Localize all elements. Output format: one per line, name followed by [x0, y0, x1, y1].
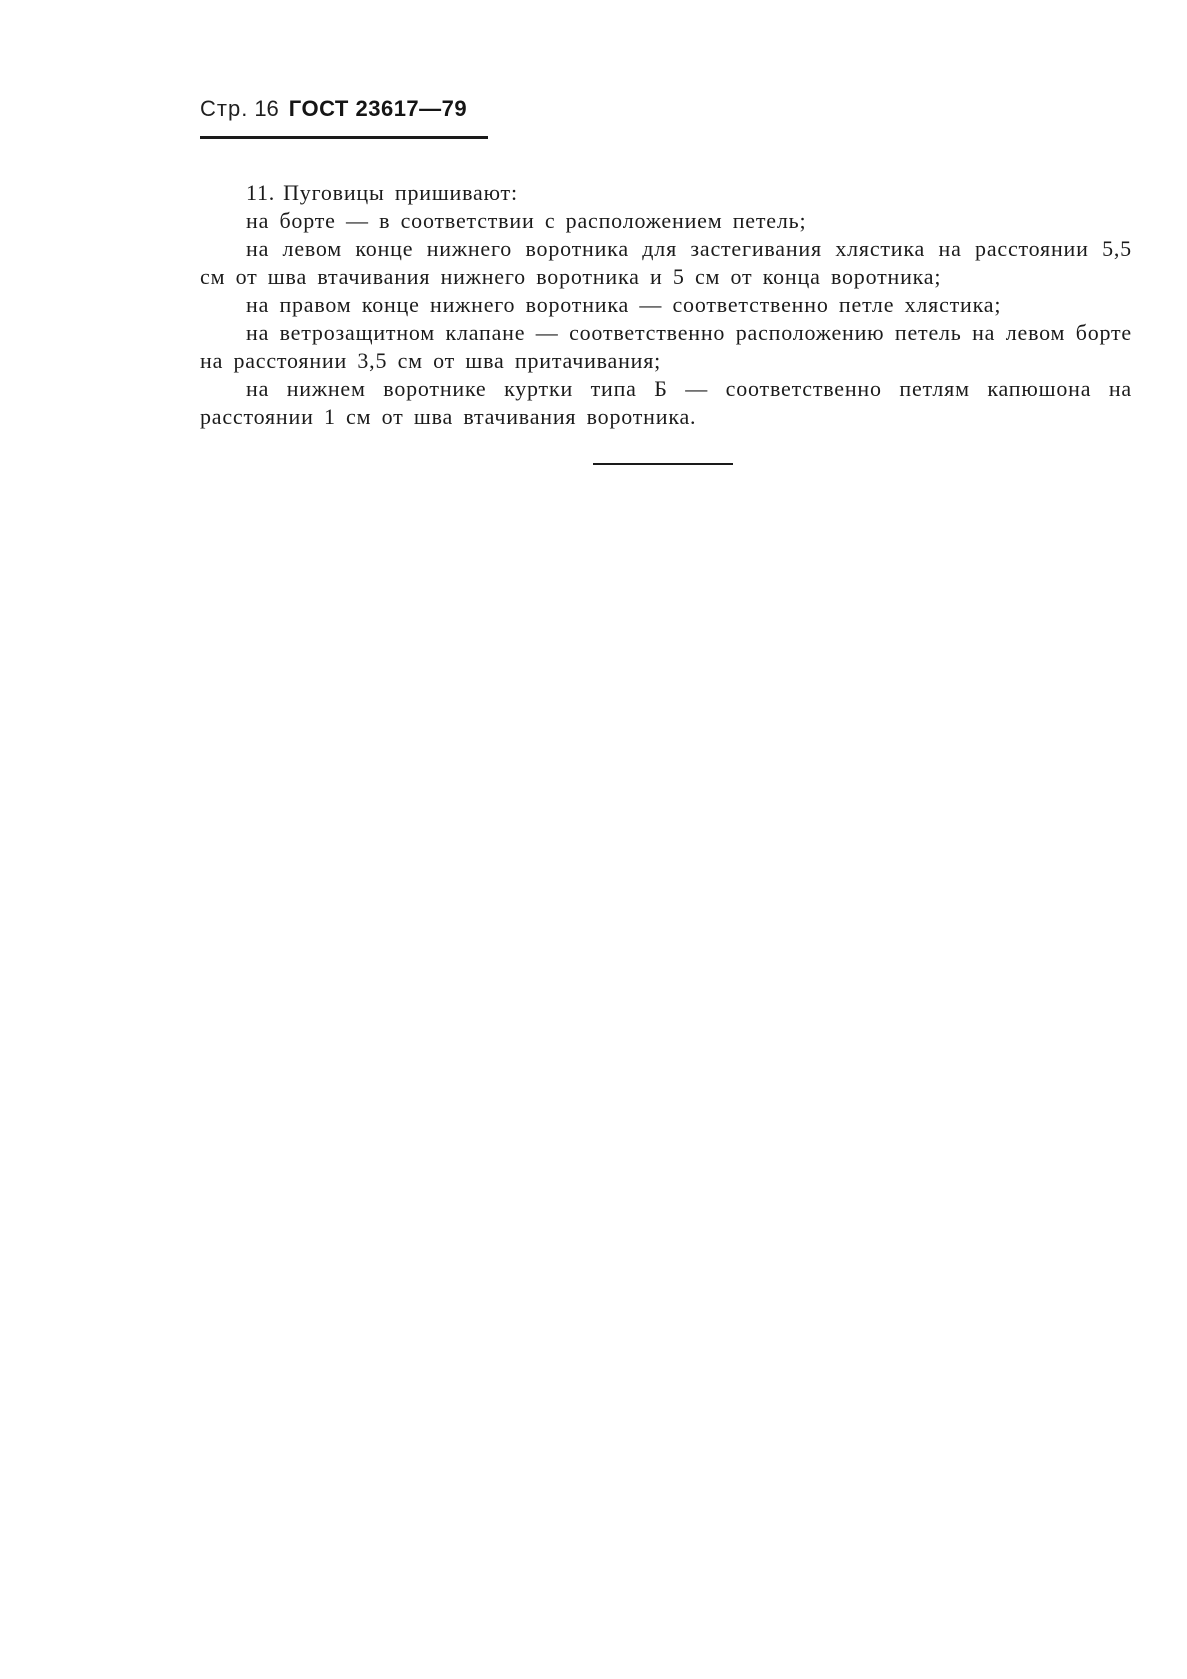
- paragraph: на левом конце нижнего воротника для застегивания хлястика на расстоянии 5,5 см от шва втачивания нижнего воротника и 5 см от конца воротника;: [200, 236, 1132, 289]
- page-header: [200, 98, 467, 120]
- end-of-text-rule: [593, 463, 733, 465]
- section-body: [200, 179, 1132, 431]
- header-underline: [200, 136, 488, 139]
- page-label: Стр.: [200, 96, 249, 121]
- paragraph: на нижнем воротнике куртки типа Б — соответственно петлям капюшона на расстоянии 1 см от шва втачивания воротника.: [200, 376, 1132, 429]
- section-heading: [200, 179, 1132, 207]
- paragraph: на правом конце нижнего воротника — соответственно петле хлястика;: [246, 292, 1002, 317]
- section-title: Пуговицы пришивают:: [283, 180, 518, 205]
- standard-number: ГОСТ 23617—79: [288, 96, 468, 121]
- item-number: 11.: [246, 180, 276, 205]
- paragraph: на борте — в соответствии с расположением петель;: [246, 208, 807, 233]
- page-number: 16: [254, 96, 279, 121]
- paragraph: на ветрозащитном клапане — соответственно расположению петель на левом борте на расстоянии 3,5 см от шва притачивания;: [200, 320, 1132, 373]
